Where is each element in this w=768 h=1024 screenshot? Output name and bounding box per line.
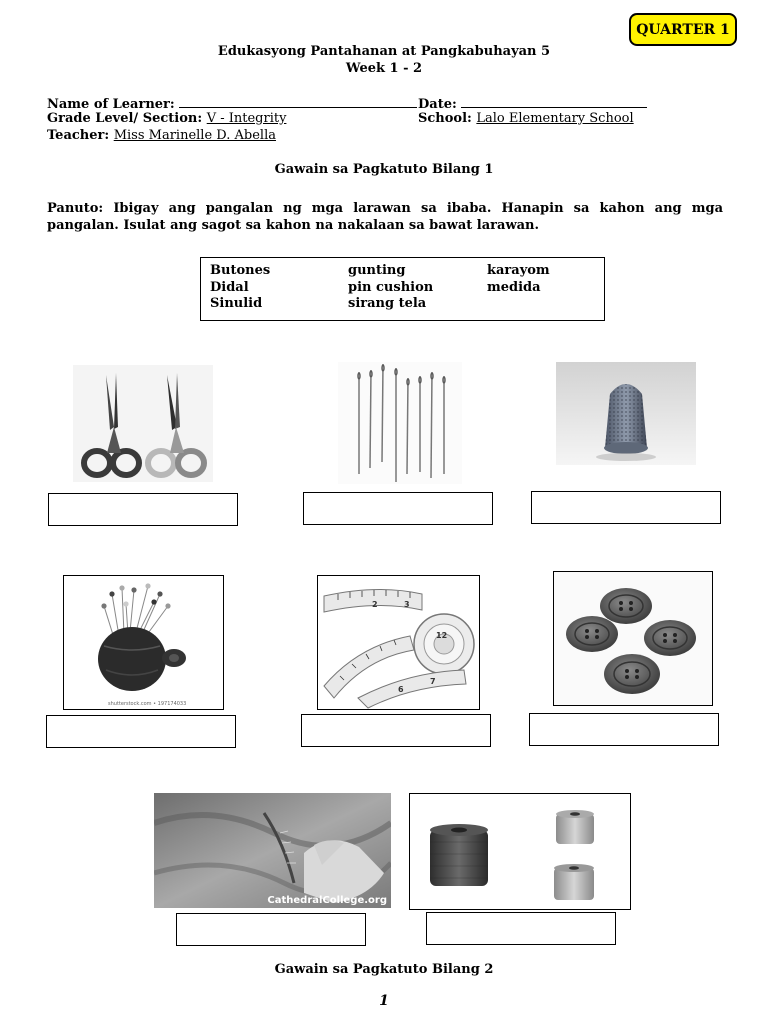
grade-field — [47, 111, 286, 126]
answer-box-thimble[interactable] — [531, 491, 721, 524]
svg-text:6: 6 — [398, 685, 404, 694]
quarter-badge: QUARTER 1 — [629, 13, 737, 46]
answer-box-torn-cloth[interactable] — [176, 913, 366, 946]
name-blank[interactable] — [179, 95, 417, 108]
teacher-label: Teacher: — [47, 128, 110, 143]
word-bank — [200, 257, 605, 321]
date-blank[interactable] — [461, 95, 647, 108]
name-field — [47, 95, 417, 112]
word-item: Butones — [210, 263, 271, 278]
answer-box-buttons[interactable] — [529, 713, 719, 746]
school-label: School: — [418, 111, 472, 126]
svg-text:7: 7 — [430, 677, 436, 686]
page-number: 1 — [379, 993, 389, 1009]
needles-image — [338, 362, 462, 484]
answer-box-tape-measure[interactable] — [301, 714, 491, 747]
word-item: sirang tela — [348, 296, 427, 311]
shutterstock-watermark: shutterstock.com • 197174033 — [108, 701, 187, 707]
answer-box-needles[interactable] — [303, 492, 493, 525]
scissors-image — [73, 365, 213, 482]
week-title: Week 1 - 2 — [345, 61, 423, 76]
date-label: Date: — [418, 97, 457, 112]
teacher-field — [47, 128, 276, 143]
activity-1-title: Gawain sa Pagkatuto Bilang 1 — [274, 162, 494, 177]
word-item: Sinulid — [210, 296, 263, 311]
svg-text:2: 2 — [372, 600, 378, 609]
name-label: Name of Learner: — [47, 97, 175, 112]
torn-cloth-image — [154, 793, 391, 908]
answer-box-scissors[interactable] — [48, 493, 238, 526]
word-item: gunting — [348, 263, 406, 278]
teacher-value: Miss Marinelle D. Abella — [113, 128, 276, 143]
tape-measure-image — [317, 575, 480, 710]
subject-title: Edukasyong Pantahanan at Pangkabuhayan 5 — [217, 44, 551, 59]
svg-text:12: 12 — [436, 631, 448, 640]
school-field — [418, 111, 634, 126]
grade-value: V - Integrity — [206, 111, 287, 126]
thread-spools-image — [409, 793, 631, 910]
pincushion-image — [63, 575, 224, 710]
school-value: Lalo Elementary School — [476, 111, 634, 126]
word-item: karayom — [487, 263, 550, 278]
date-field — [418, 95, 647, 112]
word-item: medida — [487, 280, 541, 295]
answer-box-thread[interactable] — [426, 912, 616, 945]
activity-2-title: Gawain sa Pagkatuto Bilang 2 — [274, 962, 494, 977]
word-item: pin cushion — [348, 280, 434, 295]
svg-text:3: 3 — [404, 600, 410, 609]
buttons-image — [553, 571, 713, 706]
grade-label: Grade Level/ Section: — [47, 111, 203, 126]
cathedral-watermark: CathedralCollege.org — [267, 895, 387, 906]
word-item: Didal — [210, 280, 249, 295]
instructions: Panuto: Ibigay ang pangalan ng mga larawan sa ibaba. Hanapin sa kahon ang mga pangalan. Isulat ang sagot sa kahon na nakalaan sa bawat larawan. — [47, 201, 723, 233]
answer-box-pincushion[interactable] — [46, 715, 236, 748]
thimble-image — [556, 362, 696, 465]
